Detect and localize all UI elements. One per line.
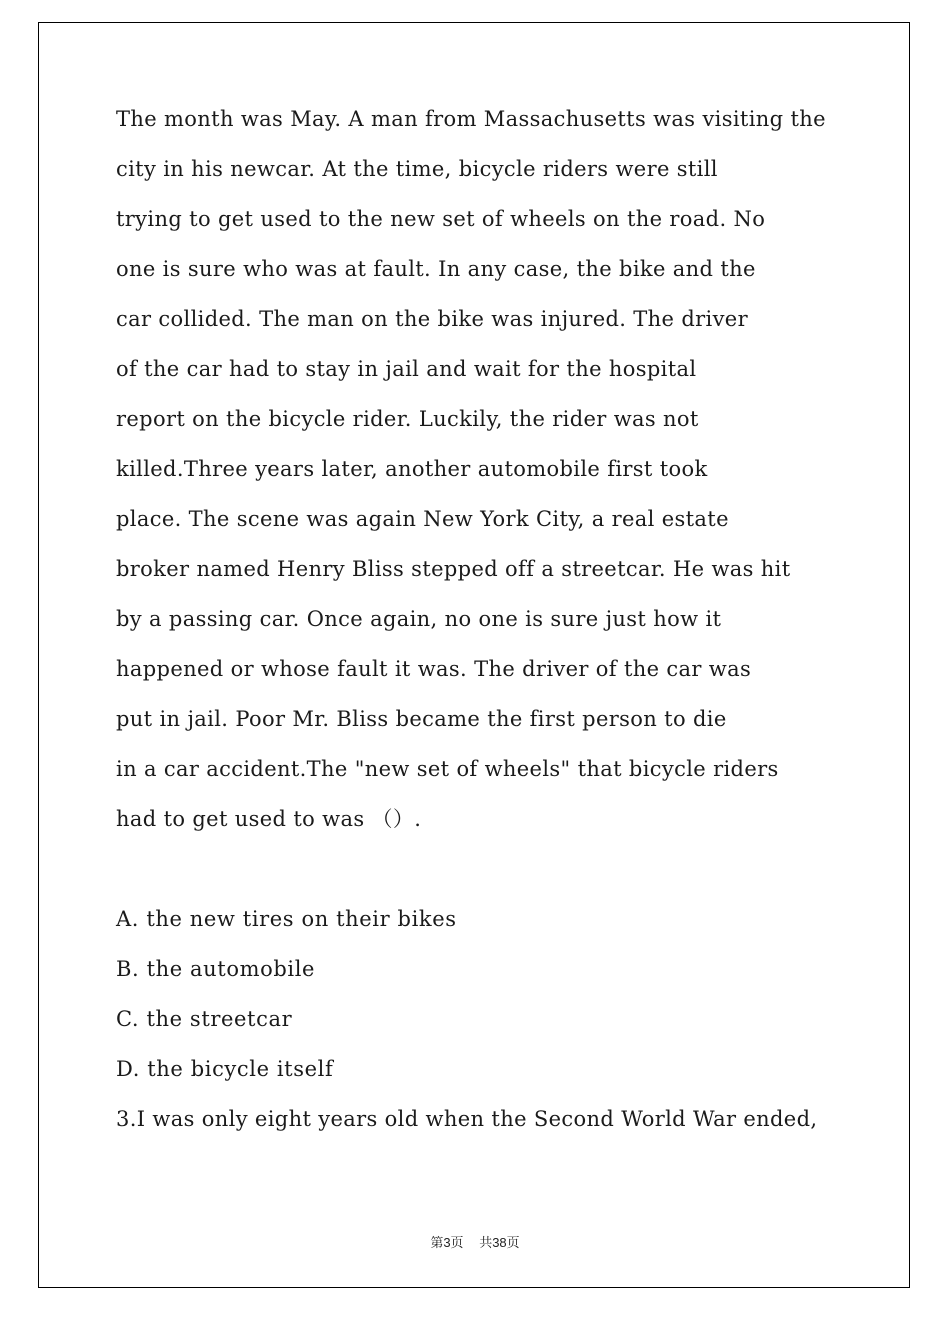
answer-options <box>116 894 876 1094</box>
page-footer <box>0 1232 950 1251</box>
option-b: B. the automobile <box>116 957 316 981</box>
passage-line: one is sure who was at fault. In any case, the bike and the <box>116 257 756 281</box>
document-content <box>116 94 876 1144</box>
passage-line: report on the bicycle rider. Luckily, the rider was not <box>116 407 699 431</box>
passage-line: put in jail. Poor Mr. Bliss became the first person to die <box>116 707 727 731</box>
passage-line: killed.Three years later, another automobile first took <box>116 457 708 481</box>
passage-line: broker named Henry Bliss stepped off a streetcar. He was hit <box>116 557 791 581</box>
next-question: 3.I was only eight years old when the Second World War ended, <box>116 1107 818 1131</box>
passage-line: city in his newcar. At the time, bicycle riders were still <box>116 157 718 181</box>
option-a: A. the new tires on their bikes <box>116 907 457 931</box>
passage-line: in a car accident.The "new set of wheels" that bicycle riders <box>116 757 779 781</box>
passage-line: place. The scene was again New York City, a real estate <box>116 507 729 531</box>
passage-line: of the car had to stay in jail and wait for the hospital <box>116 357 697 381</box>
option-d: D. the bicycle itself <box>116 1057 334 1081</box>
reading-passage <box>116 94 876 844</box>
page-number: 第3页 <box>430 1235 464 1250</box>
passage-line: car collided. The man on the bike was injured. The driver <box>116 307 748 331</box>
question-stem: had to get used to was （）. <box>116 807 422 831</box>
page-total: 共38页 <box>479 1235 520 1250</box>
option-c: C. the streetcar <box>116 1007 293 1031</box>
passage-line: trying to get used to the new set of wheels on the road. No <box>116 207 766 231</box>
spacer <box>116 844 876 894</box>
passage-line: by a passing car. Once again, no one is sure just how it <box>116 607 722 631</box>
passage-line: The month was May. A man from Massachusetts was visiting the <box>116 107 826 131</box>
passage-line: happened or whose fault it was. The driver of the car was <box>116 657 752 681</box>
